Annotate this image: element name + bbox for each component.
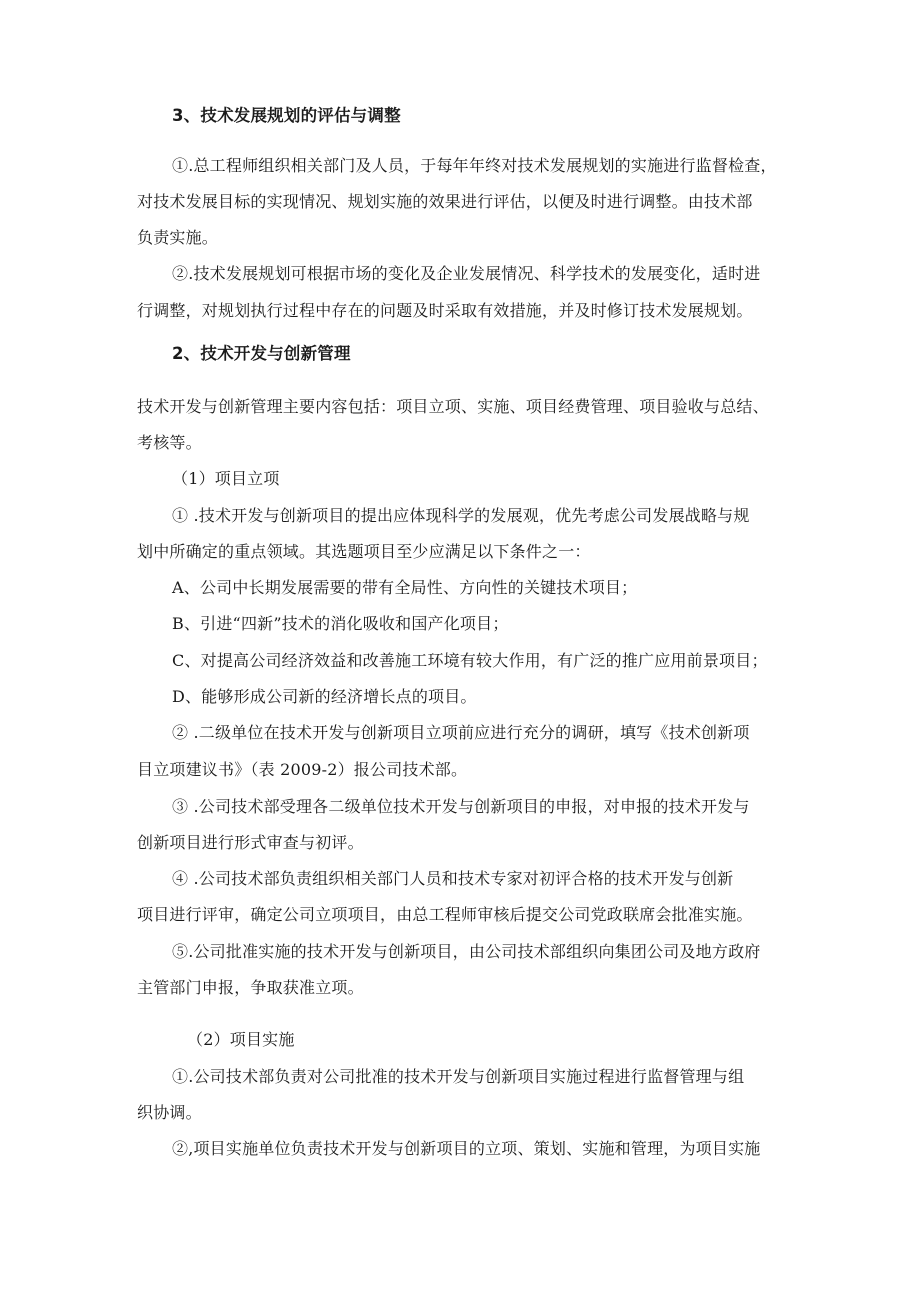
paragraph-line: ① .技术开发与创新项目的提出应体现科学的发展观，优先考虑公司发展战略与规: [172, 506, 750, 525]
paragraph-line: 主管部门申报，争取获准立项。: [137, 978, 364, 997]
paragraph-line: ②.技术发展规划可根据市场的变化及企业发展情况、科学技术的发展变化，适时进: [172, 264, 761, 283]
list-item: D、能够形成公司新的经济增长点的项目。: [172, 687, 477, 706]
paragraph-line: 负责实施。: [137, 228, 219, 247]
list-item: C、对提高公司经济效益和改善施工环境有较大作用，有广泛的推广应用前景项目；: [172, 651, 768, 670]
paragraph-line: 项目进行评审，确定公司立项项目，由总工程师审核后提交公司党政联席会批准实施。: [137, 905, 753, 924]
paragraph-line: ①.总工程师组织相关部门及人员，于每年年终对技术发展规划的实施进行监督检查，: [172, 156, 777, 175]
paragraph-line: 行调整，对规划执行过程中存在的问题及时采取有效措施，并及时修订技术发展规划。: [137, 301, 753, 320]
paragraph-line: ②,项目实施单位负责技术开发与创新项目的立项、策划、实施和管理，为项目实施: [172, 1139, 761, 1158]
list-item: B、引进“四新”技术的消化吸收和国产化项目；: [172, 614, 509, 633]
subheading-project-implementation: （2）项目实施: [187, 1030, 295, 1049]
paragraph-line: 目立项建议书》（表 2009-2）报公司技术部。: [137, 760, 468, 779]
paragraph-line: 对技术发展目标的实现情况、规划实施的效果进行评估，以便及时进行调整。由技术部: [137, 192, 753, 211]
paragraph-line: 技术开发与创新管理主要内容包括：项目立项、实施、项目经费管理、项目验收与总结、: [137, 397, 769, 416]
section-heading-plan-evaluation: 3、技术发展规划的评估与调整: [172, 106, 401, 125]
paragraph-line: ④ .公司技术部负责组织相关部门人员和技术专家对初评合格的技术开发与创新: [172, 869, 734, 888]
list-item: A、公司中长期发展需要的带有全局性、方向性的关键技术项目；: [172, 578, 638, 597]
paragraph-line: 划中所确定的重点领域。其选题项目至少应满足以下条件之一：: [137, 542, 591, 561]
section-heading-innovation-management: 2、技术开发与创新管理: [172, 344, 351, 363]
subheading-project-approval: （1）项目立项: [172, 469, 280, 488]
paragraph-line: 考核等。: [137, 433, 202, 452]
paragraph-line: ③ .公司技术部受理各二级单位技术开发与创新项目的申报，对申报的技术开发与: [172, 797, 750, 816]
paragraph-line: ② .二级单位在技术开发与创新项目立项前应进行充分的调研，填写《技术创新项: [172, 723, 750, 742]
paragraph-line: ①.公司技术部负责对公司批准的技术开发与创新项目实施过程进行监督管理与组: [172, 1067, 745, 1086]
paragraph-line: ⑤.公司批准实施的技术开发与创新项目，由公司技术部组织向集团公司及地方政府: [172, 942, 761, 961]
paragraph-line: 创新项目进行形式审查与初评。: [137, 833, 364, 852]
paragraph-line: 织协调。: [137, 1103, 202, 1122]
